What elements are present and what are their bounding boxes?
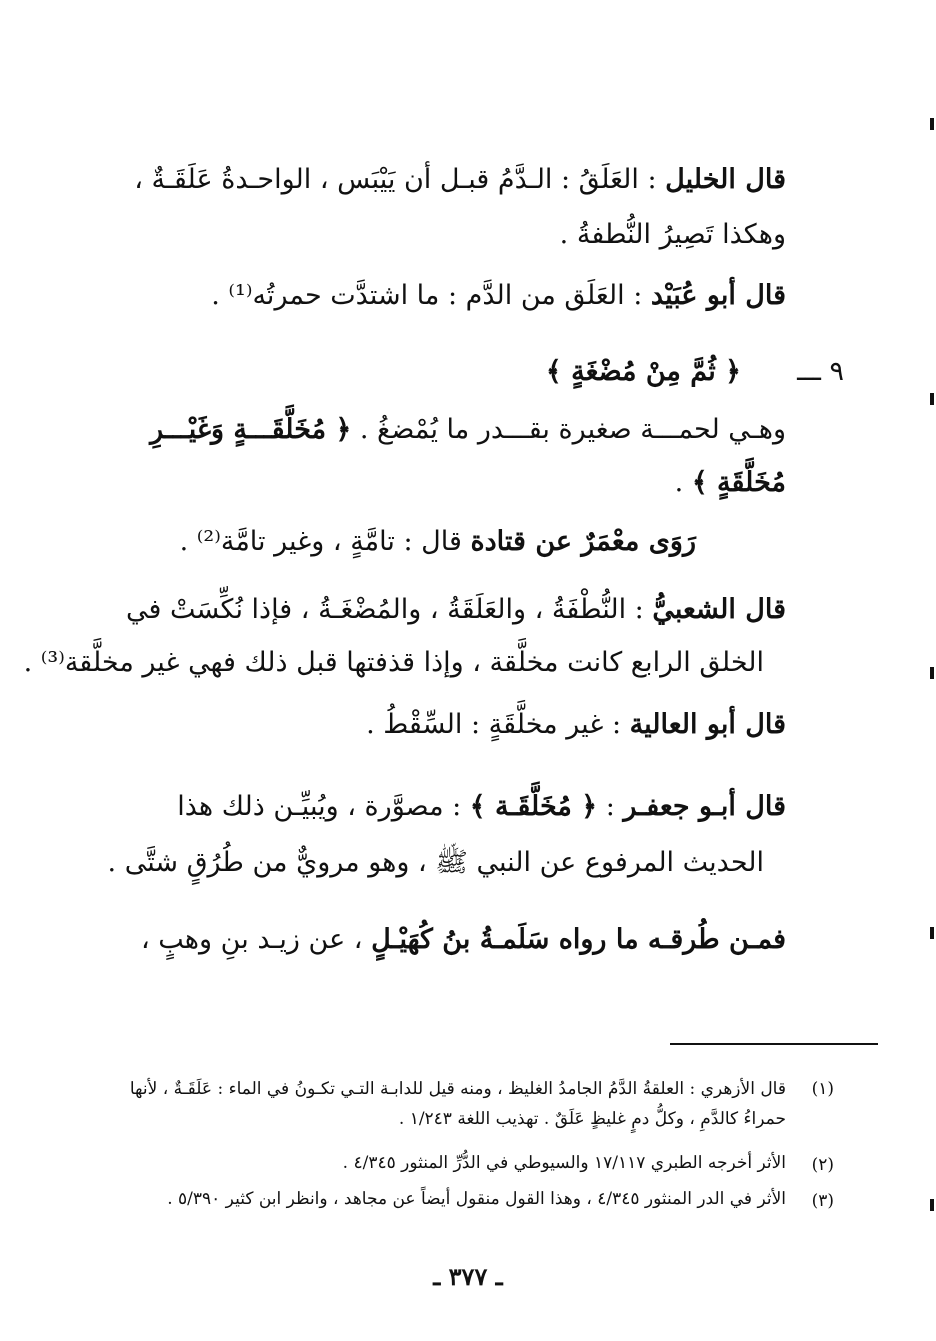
- paragraph-text: : غير مخلَّقَةٍ : السِّقْطُ .: [366, 709, 630, 740]
- paragraph-text: وهـي لحمـــة صغيرة بقـــدر ما يُمْضغُ .: [351, 414, 786, 445]
- quran-verse: مُخَلَّقَةٍ ﴾: [691, 467, 786, 498]
- paragraph-text: : العَلَقُ : الـدَّمُ قبـل أن يَيْبَس ، الواحـدةُ عَلَقَـةٌ ،: [134, 164, 666, 195]
- paragraph-text: الخلق الرابع كانت مخلَّقة ، وإذا قذفتها قبل ذلك فهي غير مخلَّقة⁽³⁾ .: [23, 647, 764, 678]
- paragraph-shabi: [100, 590, 786, 630]
- footnote-number: (٢): [811, 1155, 834, 1175]
- paragraph-salama: [100, 920, 786, 960]
- paragraph-khalil: [100, 160, 786, 200]
- paragraph-qatada: [100, 522, 696, 562]
- footnote-2: الأثر أخرجه الطبري ١٧/١١٧ والسيوطي في الدُّرِّ المنثور ٤/٣٤٥ .: [342, 1153, 786, 1173]
- footnote-divider: [670, 1043, 878, 1045]
- scan-edge-mark: [930, 927, 934, 939]
- quran-verse: ﴿ مُخَلَّقَـــةٍ وَغَيْـــرِ: [150, 414, 352, 445]
- footnote-1: قال الأزهري : العلقةُ الدَّمُ الجامدُ الغليظ ، ومنه قيل للدابـة التـي تكـونُ في الماء : عَلَقَـةٌ ، لأنها: [129, 1079, 786, 1099]
- paragraph-text: : النُّطْفَةُ ، والعَلَقَةُ ، والمُضْغَـةُ ، فإذا نُكِّسَتْ في: [125, 594, 653, 625]
- verse-number: ٩ ـــ: [797, 356, 844, 387]
- scan-edge-mark: [930, 667, 934, 679]
- paragraph-mudgha: [100, 410, 786, 450]
- speaker-name: قال أبو عُبَيْد: [650, 280, 786, 311]
- paragraph-text: وهكذا تَصِيرُ النُّطفةُ .: [559, 219, 786, 250]
- footnote-3: الأثر في الدر المنثور ٤/٣٤٥ ، وهذا القول منقول أيضاً عن مجاهد ، وانظر ابن كثير ٥/٣٩٠ .: [167, 1189, 786, 1209]
- paragraph-text: الحديث المرفوع عن النبي ﷺ ، وهو مرويٌّ من طُرُقٍ شتَّى .: [107, 847, 764, 878]
- speaker-name: قال أبـو جعفـر: [623, 791, 786, 822]
- speaker-name: فمـن طُرقـه ما رواه سَلَمـةُ بنُ كُهَيْـلٍ: [371, 924, 786, 955]
- scan-edge-mark: [930, 393, 934, 405]
- footnote-number: (٣): [811, 1191, 834, 1211]
- footnote-number: (١): [811, 1079, 834, 1099]
- speaker-name: رَوَى معْمَرٌ عن قتادة: [470, 526, 696, 557]
- quran-verse: ﴿ مُخَلَّقَـة ﴾: [469, 791, 598, 822]
- speaker-name: قال الخليل: [665, 164, 786, 195]
- speaker-name: قال الشعبيُّ: [652, 594, 786, 625]
- verse-heading: [100, 352, 741, 392]
- paragraph-abu-ubayd: [100, 276, 786, 316]
- quran-verse: ﴿ ثُمَّ مِنْ مُضْغَةٍ ﴾: [545, 356, 741, 387]
- paragraph-text: قال : تامَّةٍ ، وغير تامَّة⁽²⁾ .: [179, 526, 471, 557]
- paragraph-shabi-cont: [23, 643, 764, 683]
- page-number: ـ ٣٧٧ ـ: [433, 1262, 503, 1291]
- paragraph-text: : العَلَق من الدَّم : ما اشتدَّت حمرتُه⁽¹⁾ .: [211, 280, 651, 311]
- paragraph-text: : مصوَّرة ، ويُبيِّـن ذلك هذا: [177, 791, 470, 822]
- paragraph-text: .: [674, 467, 692, 498]
- paragraph-abu-jafar: [100, 787, 786, 827]
- speaker-name: قال أبو العالية: [629, 709, 786, 740]
- paragraph-mudgha-cont: [100, 463, 786, 503]
- paragraph-abul-aliya: [100, 705, 786, 745]
- scan-edge-mark: [930, 118, 934, 130]
- paragraph-abu-jafar-cont: [100, 843, 764, 883]
- footnote-1-cont: حمراءُ كالدَّمِ ، وكلُّ دمٍ غليظٍ عَلَقٌ . تهذيب اللغة ١/٢٤٣ .: [398, 1109, 786, 1129]
- paragraph-text: :: [597, 791, 624, 822]
- paragraph-text: ، عن زيـد بنِ وهبٍ ،: [141, 924, 372, 955]
- paragraph-khalil-cont: [100, 215, 786, 255]
- scan-edge-mark: [930, 1199, 934, 1211]
